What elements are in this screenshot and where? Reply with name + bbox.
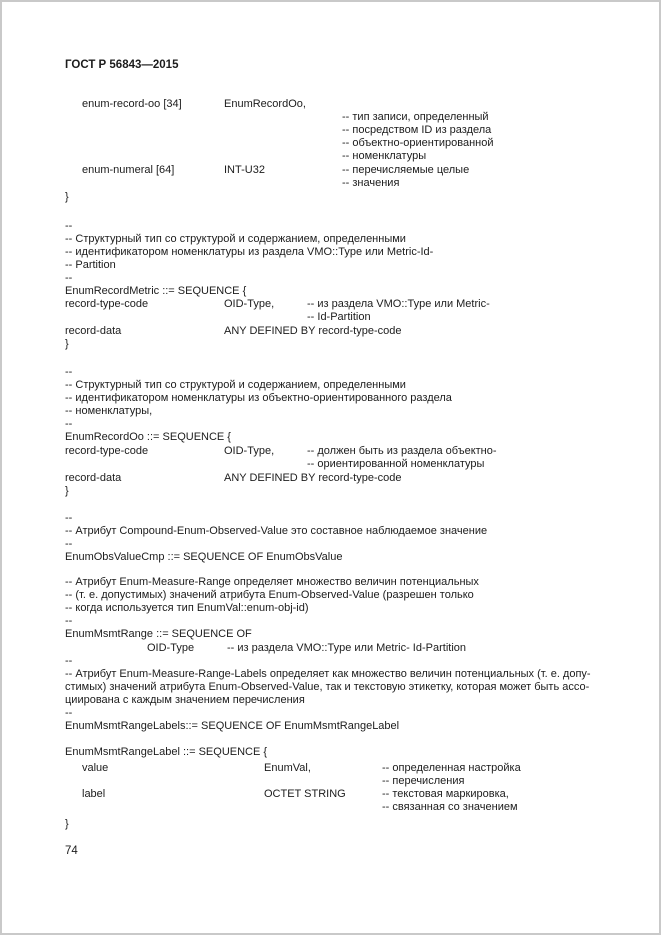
text-segment: EnumRecordOo ::= SEQUENCE { <box>65 431 231 443</box>
text-segment: -- номенклатуры <box>342 150 427 162</box>
text-segment: -- Id-Partition <box>307 311 371 323</box>
text-segment: -- <box>65 655 73 667</box>
text-segment: -- Атрибут Enum-Measure-Range-Labels определяет как множество величин потенциальных (т. е. допу- <box>65 668 591 680</box>
text-segment: -- (т. е. допустимых) значений атрибута Enum-Observed-Value (разрешен только <box>65 589 474 601</box>
text-segment: -- связанная со значением <box>382 801 518 813</box>
text-segment: циирована с каждым значением перечисления <box>65 694 305 706</box>
text-segment: } <box>65 191 69 203</box>
text-segment: -- идентификатором номенклатуры из раздела VMO::Type или Metric-Id- <box>65 246 434 258</box>
text-segment: -- <box>65 707 73 719</box>
text-segment: -- значения <box>342 177 400 189</box>
text-segment: -- перечисляемые целые <box>342 164 470 176</box>
text-segment: enum-record-oo [34] <box>82 98 182 110</box>
text-segment: OID-Type, <box>224 298 275 310</box>
text-segment: enum-numeral [64] <box>82 164 175 176</box>
text-segment: -- должен быть из раздела объектно- <box>307 445 497 457</box>
text-segment: ANY DEFINED BY record-type-code <box>224 472 402 484</box>
text-segment: -- <box>65 418 73 430</box>
text-segment: -- объектно-ориентированной <box>342 137 494 149</box>
text-segment: -- <box>65 272 73 284</box>
text-segment: -- Атрибут Compound-Enum-Observed-Value это составное наблюдаемое значение <box>65 525 488 537</box>
text-segment: -- <box>65 220 73 232</box>
text-segment: -- определенная настройка <box>382 762 521 774</box>
text-segment: -- текстовая маркировка, <box>382 788 509 800</box>
text-segment: -- <box>65 615 73 627</box>
text-segment: EnumVal, <box>264 762 311 774</box>
text-segment: -- из раздела VMO::Type или Metric- <box>307 298 490 310</box>
text-segment: -- посредством ID из раздела <box>342 124 492 136</box>
text-segment: стимых) значений атрибута Enum-Observed-Value, так и текстовую этикетку, которая может быть ассо- <box>65 681 590 693</box>
text-segment: -- перечисления <box>382 775 465 787</box>
text-segment: -- Структурный тип со структурой и содержанием, определенными <box>65 379 406 391</box>
text-segment: } <box>65 485 69 497</box>
text-segment: OID-Type <box>147 642 195 654</box>
text-segment: label <box>82 788 106 800</box>
text-segment: -- идентификатором номенклатуры из объектно-ориентированного раздела <box>65 392 452 404</box>
text-segment: -- <box>65 366 73 378</box>
text-segment: -- <box>65 512 73 524</box>
text-segment: EnumObsValueCmp ::= SEQUENCE OF EnumObsValue <box>65 551 343 563</box>
text-segment: -- из раздела VMO::Type или Metric- Id-Partition <box>227 642 466 654</box>
text-segment: EnumRecordMetric ::= SEQUENCE { <box>65 285 247 297</box>
text-segment: -- ориентированной номенклатуры <box>307 458 485 470</box>
text-segment: } <box>65 338 69 350</box>
text-segment: -- Partition <box>65 259 116 271</box>
text-segment: EnumMsmtRangeLabels::= SEQUENCE OF EnumMsmtRangeLabel <box>65 720 400 732</box>
text-segment: record-data <box>65 325 122 337</box>
text-segment: ANY DEFINED BY record-type-code <box>224 325 402 337</box>
page-number: 74 <box>65 845 78 857</box>
text-segment: -- когда используется тип EnumVal::enum-obj-id) <box>65 602 309 614</box>
text-segment: EnumMsmtRangeLabel ::= SEQUENCE { <box>65 746 268 758</box>
text-segment: EnumRecordOo, <box>224 98 306 110</box>
text-segment: record-type-code <box>65 298 149 310</box>
document-header: ГОСТ Р 56843—2015 <box>65 59 179 71</box>
text-segment: INT-U32 <box>224 164 265 176</box>
text-segment: } <box>65 818 69 830</box>
text-segment: record-type-code <box>65 445 149 457</box>
text-segment: -- Атрибут Enum-Measure-Range определяет множество величин потенциальных <box>65 576 479 588</box>
text-segment: value <box>82 762 109 774</box>
text-segment: record-data <box>65 472 122 484</box>
text-segment: OCTET STRING <box>264 788 346 800</box>
text-segment: -- тип записи, определенный <box>342 111 489 123</box>
text-segment: OID-Type, <box>224 445 275 457</box>
text-segment: -- номенклатуры, <box>65 405 153 417</box>
text-segment: EnumMsmtRange ::= SEQUENCE OF <box>65 628 252 640</box>
text-segment: -- <box>65 538 73 550</box>
text-segment: -- Структурный тип со структурой и содержанием, определенными <box>65 233 406 245</box>
